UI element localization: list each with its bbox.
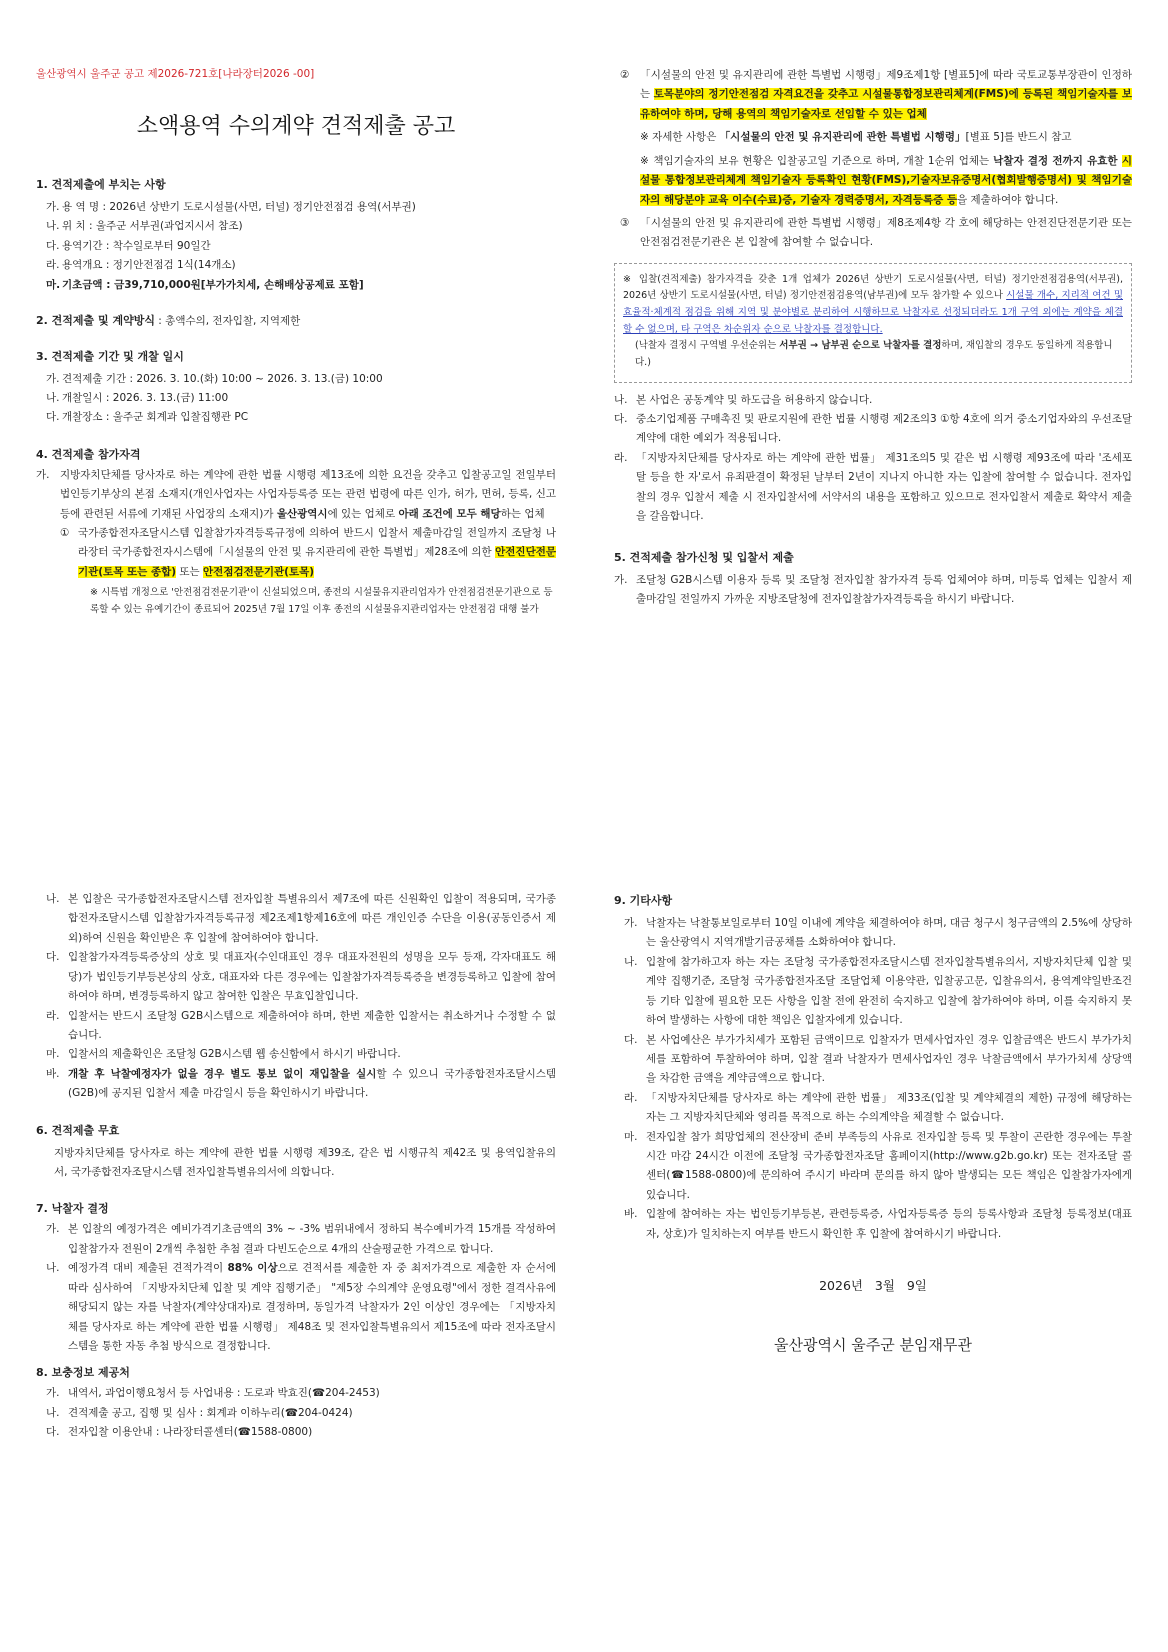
list-item: 나. 예정가격 대비 제출된 견적가격이 88% 이상으로 견적서를 제출한 자 중 최저가격으로 제출한 자 순서에 따라 심사하여 「지방자치단체 입찰 및 계약 집행기준」 "제5장 수의계약 운영요령"에서 정한 결격사유에 해당되지 않는 자를 낙찰자(계약상대자)로 결정하며, 동일가격 낙찰자가 2인 이상인 경우에는 「지방자치체를 당사자로 하는 계약에 관한 법률 시행령」 제48조 및 전자입찰특별유의서 제15조에 따라 전자조달시스템을 통한 자동 추첨 방식으로 결정합니다. bbox=[46, 1262, 556, 1353]
section-4-heading: 4. 견적제출 참가자격 bbox=[36, 447, 141, 461]
condition-1-note: ※ 시특법 개정으로 '안전점검전문기관'이 신설되었으며, 종전의 시설물유지관리업자가 안전점검전문기관으로 등록할 수 있는 유예기간이 종료되어 2025년 7월 17일 이후 종전의 시설물유지관리업자는 안전점검 대행 불가 bbox=[90, 587, 553, 616]
list-item: 라. 「지방자치단체를 당사자로 하는 계약에 관한 법률」 제31조의5 및 같은 법 시행령 제93조에 따라 '조세포탈 등을 한 자'로서 유죄판결이 확정된 날부터 2년이 지나지 아니한 자는 입찰에 참여할 수 없습니다. 전자입찰의 경우 입찰서 제출 시 전자입찰서에 서약서의 내용을 포함하고 있으므로 전자입찰서 제출로 확약서 제출을 갈음합니다. bbox=[614, 451, 1132, 523]
list-item: 다. 전자입찰 이용안내 : 나라장터콜센터(☎1588-0800) bbox=[46, 1426, 313, 1439]
notice-reference: 울산광역시 울주군 공고 제2026-721호[나라장터2026 -00] bbox=[36, 68, 315, 80]
list-item: 다. 입찰참가자격등록증상의 상호 및 대표자(수인대표인 경우 대표자전원의 성명을 모두 등재, 각자대표도 해당)가 법인등기부등본상의 상호, 대표자와 다른 경우에는 입찰참가자격등록증을 변경등록하고 입찰에 참여하여야 하며, 변경등록하지 않고 참여한 입찰은 무효입찰입니다. bbox=[46, 951, 556, 1003]
list-item: 바. 입찰에 참여하는 자는 법인등기부등본, 관련등록증, 사업자등록증 등의 등록사항과 조달청 등록정보(대표자, 상호)가 일치하는지 여부를 반드시 확인한 후 입찰에 참여하시기 바랍니다. bbox=[624, 1208, 1132, 1240]
list-item: 가. 본 입찰의 예정가격은 예비가격기초금액의 3% ~ -3% 범위내에서 정하되 복수예비가격 15개를 작성하여 입찰참가자 전원이 2개씩 추첨한 추첨 결과 다빈도순으로 4개의 산술평균한 가격으로 합니다. bbox=[46, 1223, 556, 1255]
list-item: 나. 입찰에 참가하고자 하는 자는 조달청 국가종합전자조달시스템 전자입찰특별유의서, 지방자치단체 입찰 및 계약 집행기준, 조달청 국가종합전자조달 조달업체 이용약관, 입찰공고문, 입찰유의서, 용역계약일반조건 등 기타 입찰에 필요한 모든 사항을 입찰 전에 완전히 숙지하고 입찰에 참가하여야 하며, 이를 숙지하지 못하여 발생하는 사항에 대한 책임은 입찰자에게 있습니다. bbox=[624, 955, 1132, 1027]
list-item: 마. 기초금액 : 금39,710,000원[부가가치세, 손해배상공제료 포함] bbox=[46, 278, 364, 291]
list-item: 나. 위 치 : 울주군 서부권(과업지시서 참조) bbox=[46, 220, 243, 233]
list-item: 가. 용 역 명 : 2026년 상반기 도로시설물(사면, 터널) 정기안전점검 용역(서부권) bbox=[46, 201, 416, 213]
list-item: 가. 견적제출 기간 : 2026. 3. 10.(화) 10:00 ~ 2026. 3. 13.(금) 10:00 bbox=[46, 372, 383, 385]
notice-box: ※ 입찰(견적제출) 참가자격을 갖춘 1개 업체가 2026년 상반기 도로시설물(사면, 터널) 정기안전점검용역(서부권), 2026년 상반기 도로시설물(사면, 터널) 정기안전점검용역(남부권)에 모두 참가할 수 있으나 시설물 개수, 지리적 여건 및 효율적·체계적 점검을 위해 지역 및 분야별로 분리하여 시행하므로 낙찰자로 선정되더라도 1개 구역 외에는 계약을 체결할 수 없으며, 타 구역은 차순위자 순으로 낙찰자를 결정합니다. (낙찰자 결정시 구역별 우선순위는 서부권 → 남부권 순으로 낙찰자를 결정하며, 재입찰의 경우도 동일하게 적용합니다.) bbox=[614, 263, 1132, 383]
section-5-heading: 5. 견적제출 참가신청 및 입찰서 제출 bbox=[614, 550, 794, 564]
notice-date: 2026년 3월 9일 bbox=[819, 1278, 927, 1294]
list-item: 다. 개찰장소 : 울주군 회계과 입찰집행관 PC bbox=[46, 411, 249, 424]
section-3-heading: 3. 견적제출 기간 및 개찰 일시 bbox=[36, 349, 184, 363]
list-item: 라. 「지방자치단체를 당사자로 하는 계약에 관한 법률」 제33조(입찰 및 계약체결의 제한) 규정에 해당하는 자는 그 지방자치단체와 영리를 목적으로 하는 수의계약을 체결할 수 없습니다. bbox=[624, 1091, 1132, 1124]
list-item: 가. 내역서, 과업이행요청서 등 사업내용 : 도로과 박효진(☎204-2453) bbox=[46, 1387, 380, 1400]
condition-2: ② 「시설물의 안전 및 유지관리에 관한 특별법 시행령」제9조제1항 [별표5]에 따라 국토교통부장관이 인정하는 토목분야의 정기안전점검 자격요건을 갖추고 시설물통합정보관리체계(FMS)에 등록된 책임기술자를 보유하여야 하며, 당해 용역의 책임기술자로 선임할 수 있는 업체 bbox=[620, 69, 1133, 120]
region-rule-text: 시설물 개수, 지리적 여건 및 효율적·체계적 점검을 위해 지역 및 분야별로 분리하여 시행하므로 낙찰자로 선정되더라도 1개 구역 외에는 계약을 체결할 수 없으며, 타 구역은 차순위자 순으로 낙찰자를 결정합니다. bbox=[623, 290, 1123, 335]
list-item: 나. 개찰일시 : 2026. 3. 13.(금) 11:00 bbox=[46, 391, 229, 404]
list-item: 다. 본 사업예산은 부가가치세가 포함된 금액이므로 입찰자가 면세사업자인 경우 입찰금액은 반드시 부가가치세를 포함하여 투찰하여야 하며, 입찰 결과 낙찰자가 면세사업자인 경우 낙찰금액에서 부가가치세 상당액을 차감한 금액을 계약금액으로 합니다. bbox=[624, 1033, 1132, 1085]
section-2-heading: 2. 견적제출 및 계약방식 bbox=[36, 314, 155, 328]
list-item: 나. 본 사업은 공동계약 및 하도급을 허용하지 않습니다. bbox=[614, 393, 873, 406]
section-2: 2. 견적제출 및 계약방식 : 총액수의, 전자입찰, 지역제한 bbox=[36, 314, 301, 328]
section-7-heading: 7. 낙찰자 결정 bbox=[36, 1202, 109, 1216]
list-item: 마. 전자입찰 참가 희망업체의 전산장비 준비 부족등의 사유로 전자입찰 등록 및 투찰이 곤란한 경우에는 투찰시간 마감 24시간 이전에 조달청 국가종합전자조달 홈페이지(http://www.g2b.go.kr) 또는 전자조달 콜센터(☎1588-0800)에 문의하여 주시기 바라며 문의를 하지 않아 발생되는 모든 책임은 입찰참가자에게 있습니다. bbox=[624, 1130, 1132, 1201]
list-item: 라. 입찰서는 반드시 조달청 G2B시스템으로 제출하여야 하며, 한번 제출한 입찰서는 취소하거나 수정할 수 없습니다. bbox=[46, 1009, 556, 1041]
list-item: 마. 입찰서의 제출확인은 조달청 G2B시스템 웹 송신함에서 하시기 바랍니다. bbox=[46, 1048, 401, 1061]
section-1-heading: 1. 견적제출에 부치는 사항 bbox=[36, 178, 166, 191]
section-6-heading: 6. 견적제출 무효 bbox=[36, 1123, 120, 1137]
list-item: 가. 조달청 G2B시스템 이용자 등록 및 조달청 전자입찰 참가자격 등록 업체여야 하며, 미등록 업체는 입찰서 제출마감일 전일까지 가까운 지방조달청에 전자입찰참가자격등록을 하시기 바랍니다. bbox=[614, 573, 1132, 605]
section-8-heading: 8. 보충정보 제공처 bbox=[36, 1366, 130, 1380]
list-item: 가. 낙찰자는 낙찰통보일로부터 10일 이내에 계약을 체결하여야 하며, 대금 청구시 청구금액의 2.5%에 상당하는 울산광역시 지역개발기금공채를 소화하여야 합니다. bbox=[624, 917, 1132, 949]
condition-2-note-1: ※ 자세한 사항은 「시설물의 안전 및 유지관리에 관한 특별법 시행령」[별표 5]를 반드시 참고 bbox=[640, 131, 1072, 144]
condition-3: ③ 「시설물의 안전 및 유지관리에 관한 특별법 시행령」제8조제4항 각 호에 해당하는 안전진단전문기관 또는 안전점검전문기관은 본 입찰에 참여할 수 없습니다. bbox=[620, 216, 1132, 249]
list-item: 다. 중소기업제품 구매촉진 및 판로지원에 관한 법률 시행령 제2조의3 ①항 4호에 의거 중소기업자와의 우선조달계약에 대한 예외가 적용됩니다. bbox=[614, 412, 1132, 445]
section-6-text: 지방자치단체를 당사자로 하는 계약에 관한 법률 시행령 제39조, 같은 법 시행규칙 제42조 및 용역입찰유의서, 국가종합전자조달시스템 전자입찰특별유의서에 의합니다. bbox=[54, 1146, 556, 1179]
list-item: 가. 지방자치단체를 당사자로 하는 계약에 관한 법률 시행령 제13조에 의한 요건을 갖추고 입찰공고일 전일부터 법인등기부상의 본점 소재지(개인사업자는 사업자등록증 또는 관련 법령에 따른 인가, 허가, 면허, 등록, 신고 등에 관련된 서류에 기재된 사업장의 소재지)가 울산광역시에 있는 업체로 아래 조건에 모두 해당하는 업체 bbox=[36, 468, 556, 520]
condition-1: ① 국가종합전자조달시스템 입찰참가자격등록규정에 의하여 반드시 입찰서 제출마감일 전일까지 조달청 나라장터 국가종합전자시스템에「시설물의 안전 및 유지관리에 관한 특별법」제28조에 의한 안전진단전문기관(토목 또는 종합) 또는 안전점검전문기관(토목) bbox=[60, 527, 556, 578]
section-9-heading: 9. 기타사항 bbox=[614, 894, 673, 907]
list-item: 라. 용역개요 : 정기안전점검 1식(14개소) bbox=[46, 259, 236, 272]
list-item: 다. 용역기간 : 착수일로부터 90일간 bbox=[46, 239, 211, 252]
condition-2-note-2: ※ 책임기술자의 보유 현황은 입찰공고일 기준으로 하며, 개찰 1순위 업체는 낙찰자 결정 전까지 유효한 시설물 통합정보관리체계 책임기술자 등록확인 현황(FMS),기술자보유증명서(협회발행증명서) 및 책임기술자의 해당분야 교육 이수(수료)증, 기술자 경력증명서, 자격등록증 등을 제출하여야 합니다. bbox=[640, 154, 1132, 206]
list-item: 나. 견적제출 공고, 집행 및 심사 : 회계과 이하누리(☎204-0424) bbox=[46, 1406, 353, 1419]
list-item: 나. 본 입찰은 국가종합전자조달시스템 전자입찰 특별유의서 제7조에 따른 신원확인 입찰이 적용되며, 국가종합전자조달시스템 입찰참가자격등록규정 제2조제1항제16호에 따른 개인인증 수단을 이용(공동인증서 제외)하여 신원을 확인받은 후 입찰에 참여하여야 합니다. bbox=[46, 893, 556, 944]
list-item: 바. 개찰 후 낙찰예정자가 없을 경우 별도 통보 없이 재입찰을 실시할 수 있으니 국가종합전자조달시스템(G2B)에 공지된 입찰서 제출 마감일시 등을 확인하시기 바랍니다. bbox=[46, 1067, 556, 1100]
page-title: 소액용역 수의계약 견적제출 공고 bbox=[136, 114, 456, 139]
issuer-name: 울산광역시 울주군 분임재무관 bbox=[774, 1336, 972, 1355]
